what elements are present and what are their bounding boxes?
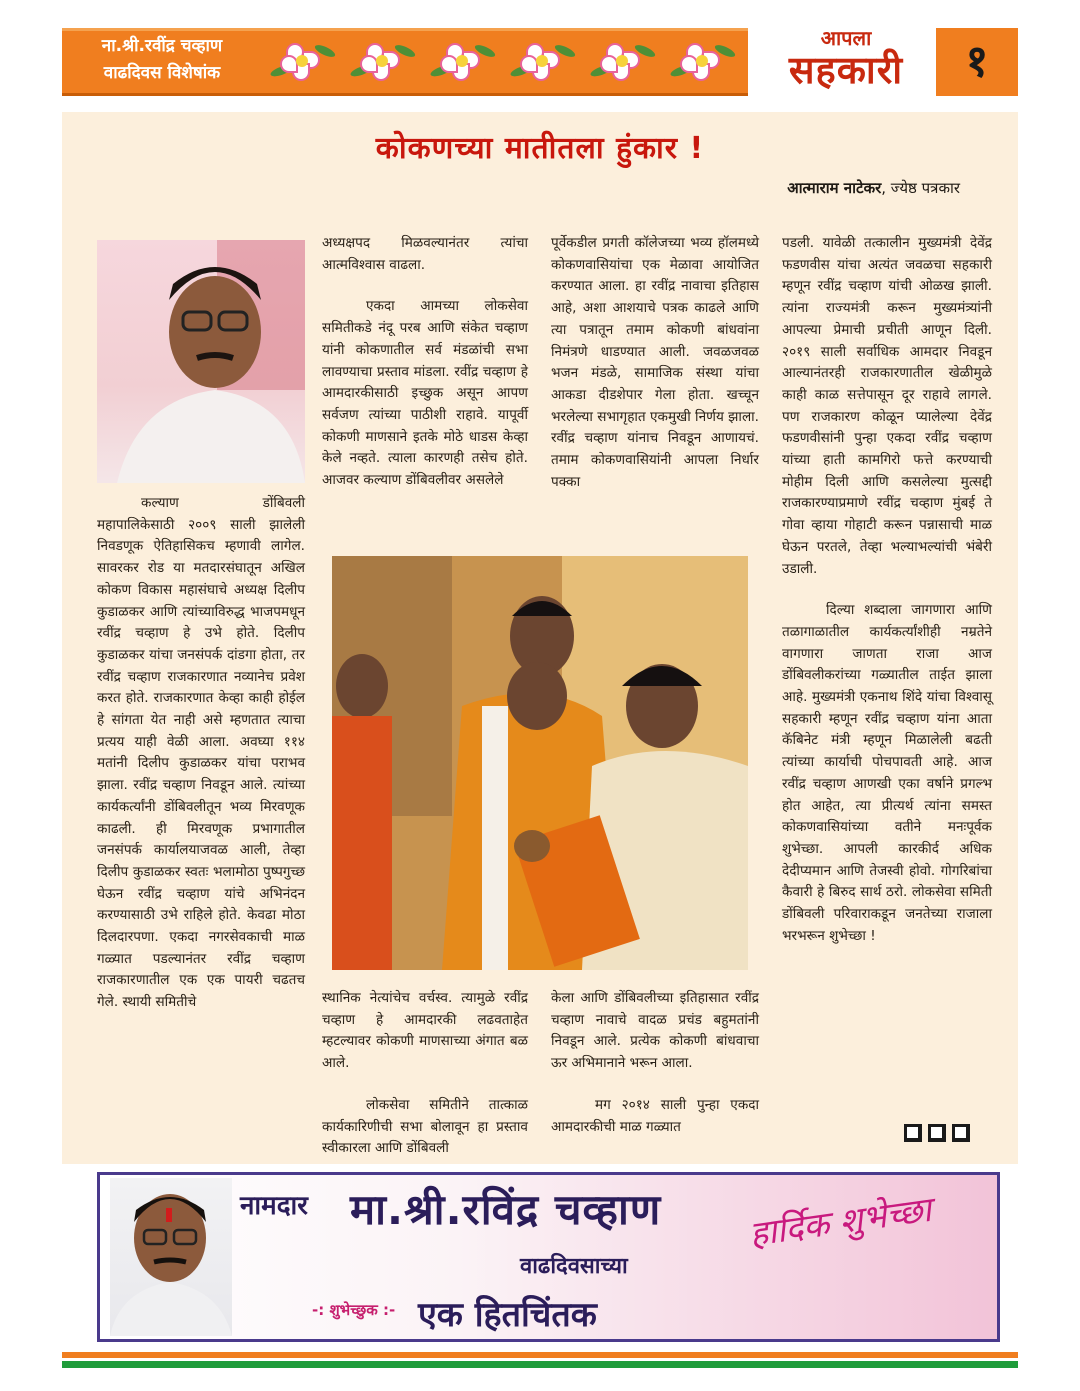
headline: कोकणच्या मातीतला हुंकार ! (375, 131, 705, 166)
paragraph: दिल्या शब्दाला जागणारा आणि तळागाळातील कार्यकर्त्यांशीही नम्रतेने वागणारा जाणता राजा आज डोंबिवलीकरांच्या गळ्यातील ताईत झाला आहे. मुख्यमंत्री एकनाथ शिंदे यांचा विश्वासू सहकारी म्हणून रवींद्र चव्हाण यांना आता कॅबिनेट मंत्री म्हणून मिळालेली बढती त्यांच्या कार्याची पोचपावती आहे. आज रवींद्र चव्हाण आणखी एका वर्षाने प्रगल्भ होत आहेत, त्या प्रीत्यर्थ त्यांना समस्त कोकणवासियांच्या वतीने मनःपूर्वक शुभेच्छा. आपली कारकीर्द अधिक देदीप्यमान आणि तेजस्वी होवो. गोगरिबांचा कैवारी हे बिरुद सार्थ ठरो. लोकसेवा समिती डोंबिवली परिवाराकडून जनतेच्या राजाला भरभरून शुभेच्छा ! (782, 602, 992, 944)
article-column-1 (97, 493, 305, 1014)
flower-border (268, 34, 738, 90)
banner-from-label: -: शुभेच्छुक :- (312, 1301, 396, 1319)
paragraph: मग २०१४ साली पुन्हा एकदा आमदारकीची माळ गळ्यात (551, 1096, 759, 1135)
flower-icon (428, 37, 498, 87)
header-edition-label (62, 33, 262, 91)
banner-title-prefix: नामदार (240, 1191, 308, 1221)
masthead-small: आपला (820, 26, 872, 50)
paragraph: केला आणि डोंबिवलीच्या इतिहासात रवींद्र चव्हाण नावाचे वादळ प्रचंड बहुमतांनी निवडून आले. प्रत्येक कोकणी बांधवाचा ऊर अभिमानाने भरून आला. (551, 990, 759, 1072)
end-of-article-mark (904, 1124, 970, 1142)
banner-title-name: मा.श्री.रविंद्र चव्हाण (350, 1185, 662, 1234)
banner-from-name: एक हितचिंतक (418, 1295, 597, 1335)
banner-wish-calligraphy: हार्दिक शुभेच्छा (747, 1189, 934, 1255)
author-name: आत्माराम नाटेकर (787, 179, 882, 197)
green-stripe (62, 1361, 1018, 1368)
masthead-logo (760, 28, 932, 98)
flower-icon (508, 37, 578, 87)
felicitation-photo (332, 556, 748, 970)
byline (600, 178, 960, 198)
flower-icon (348, 37, 418, 87)
flower-icon (268, 37, 338, 87)
banner-subtitle: वाढदिवसाच्या (520, 1254, 628, 1279)
article-column-2-bottom (322, 988, 528, 1160)
paragraph: लोकसेवा समितीने तात्काळ कार्यकारिणीची सभा बोलावून हा प्रस्ताव स्वीकारला आणि डोंबिवली (322, 1096, 528, 1157)
header-line-2: वाढदिवस विशेषांक (103, 63, 221, 83)
article-column-3-top (551, 233, 759, 493)
paragraph: अध्यक्षपद मिळवल्यानंतर त्यांचा आत्मविश्वास वाढला. (322, 235, 528, 273)
author-portrait-photo (97, 240, 305, 483)
flower-icon (668, 37, 738, 87)
paragraph: एकदा आमच्या लोकसेवा समितीकडे नंदू परब आणि संकेत चव्हाण यांनी कोकणातील सर्व मंडळांची सभा लावण्याचा प्रस्ताव मांडला. रवींद्र चव्हाण हे आमदारकीसाठी इच्छुक असून आपण सर्वजण त्यांच्या पाठीशी राहावे. यापूर्वी कोकणी माणसाने इतके मोठे धाडस केव्हा केले नव्हते. त्याला कारणही तसेच होते. आजवर कल्याण डोंबिवलीवर असलेले (322, 298, 528, 489)
article-column-3-bottom (551, 988, 759, 1138)
header-line-1: ना.श्री.रवींद्र चव्हाण (101, 36, 223, 56)
paragraph: स्थानिक नेत्यांचेच वर्चस्व. त्यामुळे रवींद्र चव्हाण हे आमदारकी लढवताहेत म्हटल्यावर कोकणी माणसाच्या अंगात बळ आले. (322, 990, 528, 1072)
flower-icon (588, 37, 658, 87)
paragraph: पूर्वेकडील प्रगती कॉलेजच्या भव्य हॉलमध्ये कोकणवासियांचा एक मेळावा आयोजित करण्यात आला. हा रवींद्र नावाचा इतिहास आहे, अशा आशयाचे पत्रक काढले आणि त्या पत्रातून तमाम कोकणी बांधवांना निमंत्रणे धाडण्यात आली. जवळजवळ भजन मंडळे, सामाजिक संस्था यांचा आकडा दीडशेपार गेला होता. खच्चून भरलेल्या सभागृहात एकमुखी निर्णय झाला. रवींद्र चव्हाण यांनाच निवडून आणायचं. तमाम कोकणवासियांनी आपला निर्धार पक्का (551, 235, 760, 490)
author-role: , ज्येष्ठ पत्रकार (881, 179, 960, 197)
page-number: १ (936, 28, 1018, 96)
article-column-4 (782, 233, 992, 948)
paragraph: कल्याण डोंबिवली महापालिकेसाठी २००९ साली झालेली निवडणूक ऐतिहासिकच म्हणावी लागेल. सावरकर रोड या मतदारसंघातून अखिल कोकण विकास महासंघाचे अध्यक्ष दिलीप कुडाळकर आणि त्यांच्याविरुद्ध भाजपमधून रवींद्र चव्हाण हे उभे होते. दिलीप कुडाळकर यांचा जनसंपर्क दांडगा होता, तर रवींद्र चव्हाण राजकारणात नव्यानेच प्रवेश करत होते. राजकारणात केव्हा काही होईल हे सांगता येत नाही असे म्हणतात त्याचा प्रत्यय याही वेळी आला. अवघ्या ११४ मतांनी दिलीप कुडाळकर यांचा पराभव झाला. रवींद्र चव्हाण निवडून आले. त्यांच्या कार्यकर्त्यांनी डोंबिवलीतून भव्य मिरवणूक काढली. ही मिरवणूक प्रभागातील जनसंपर्क कार्यालयाजवळ आली, तेव्हा दिलीप कुडाळकर स्वतः भलामोठा पुष्पगुच्छ घेऊन रवींद्र चव्हाण यांचे अभिनंदन करण्यासाठी उभे राहिले होते. केवढा मोठा दिलदारपणा. एकदा नगरसेवकाची माळ गळ्यात पडल्यानंतर रवींद्र चव्हाण राजकारणातील एक एक पायरी चढतच गेले. स्थायी समितीचे (97, 495, 305, 1011)
paragraph: पडली. यावेळी तत्कालीन मुख्यमंत्री देवेंद्र फडणवीस यांचा अत्यंत जवळचा सहकारी म्हणून रवींद्र चव्हाण यांची ओळख झाली. त्यांना राज्यमंत्री करून मुख्यमंत्र्यांनी आपल्या प्रेमाची प्रचीती आणून दिली. २०१९ साली सर्वाधिक आमदार निवडून आल्यानंतरही राजकारणातील खेळीमुळे काही काळ सत्तेपासून दूर राहावे लागले. पण राजकारण कोळून प्यालेल्या देवेंद्र फडणवीसांनी पुन्हा एकदा रवींद्र चव्हाण यांच्या हाती कामगिरो फत्ते करण्याची मोहीम दिली आणि कसलेल्या मुत्सद्दी राजकारण्याप्रमाणे रवींद्र चव्हाण मुंबई ते गोवा व्हाया गोहाटी करून पन्नासाची माळ घेऊन परतले, तेव्हा भल्याभल्यांची भंबेरी उडाली. (782, 235, 992, 577)
banner-portrait-photo (110, 1178, 232, 1336)
article-column-2-top (322, 233, 528, 492)
masthead-title: सहकारी (788, 48, 904, 92)
